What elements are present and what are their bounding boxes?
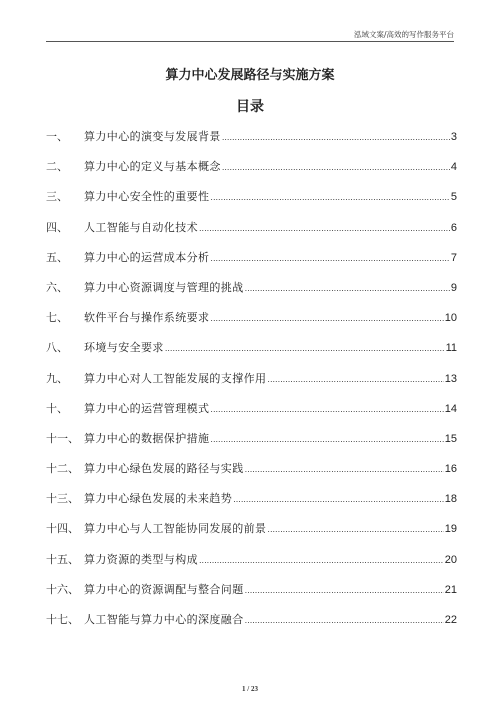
toc-entry-title: 人工智能与算力中心的深度融合 — [84, 613, 244, 626]
toc-entry-title: 算力资源的类型与构成 — [84, 552, 198, 566]
toc-entry-title: 算力中心绿色发展的未来趋势 — [84, 492, 233, 506]
toc-entry-title: 算力中心的资源调配与整合问题 — [84, 582, 244, 596]
toc-entry[interactable] — [46, 369, 457, 399]
toc-entry-number: 四、 — [46, 220, 68, 234]
toc-entry[interactable] — [46, 459, 457, 489]
toc-entry-number: 十六、 — [46, 582, 79, 596]
toc-entry-title: 算力中心的运营成本分析 — [84, 250, 210, 264]
toc-dot-leader — [210, 188, 449, 208]
toc-entry[interactable] — [46, 580, 457, 610]
page-indicator: 1 / 23 — [242, 685, 258, 693]
toc-entry-number: 三、 — [46, 190, 68, 204]
toc-entry-page-number: 18 — [444, 493, 457, 506]
toc-entry-page-number: 14 — [444, 402, 457, 415]
toc-entry-page-number: 9 — [450, 281, 457, 294]
toc-entry-page-number: 15 — [444, 432, 457, 445]
toc-entry-page-number: 22 — [444, 614, 457, 626]
table-of-contents — [46, 127, 457, 640]
toc-entry[interactable] — [46, 610, 457, 640]
toc-entry-page-number: 4 — [450, 161, 457, 174]
toc-entry[interactable] — [46, 429, 457, 459]
toc-entry-title: 算力中心的演变与发展背景 — [84, 130, 221, 143]
toc-entry-number: 十一、 — [46, 431, 79, 445]
toc-entry-page-number: 19 — [444, 523, 457, 536]
toc-dot-leader — [267, 520, 443, 540]
toc-dot-leader — [245, 581, 444, 601]
toc-entry[interactable] — [46, 218, 457, 248]
toc-entry-title: 算力中心对人工智能发展的支撑作用 — [84, 371, 267, 385]
toc-dot-leader — [267, 370, 443, 390]
toc-entry-title: 算力中心资源调度与管理的挑战 — [84, 280, 244, 294]
toc-entry-page-number: 21 — [444, 583, 457, 596]
toc-entry-number: 九、 — [46, 371, 68, 385]
toc-entry[interactable] — [46, 127, 457, 157]
toc-entry-title: 算力中心的定义与基本概念 — [84, 160, 221, 174]
toc-dot-leader — [199, 219, 450, 239]
toc-dot-leader — [245, 611, 444, 631]
toc-entry-title: 算力中心的运营管理模式 — [84, 401, 210, 415]
toc-entry-page-number: 5 — [450, 191, 457, 204]
toc-entry-number: 一、 — [46, 130, 68, 143]
toc-dot-leader — [245, 460, 444, 480]
toc-entry[interactable] — [46, 278, 457, 308]
toc-entry-page-number: 10 — [444, 312, 457, 325]
toc-entry[interactable] — [46, 157, 457, 187]
toc-entry[interactable] — [46, 519, 457, 549]
toc-entry-title: 算力中心绿色发展的路径与实践 — [84, 462, 244, 476]
toc-entry-title: 算力中心的数据保护措施 — [84, 431, 210, 445]
toc-entry-title: 算力中心安全性的重要性 — [84, 190, 210, 204]
toc-entry-page-number: 11 — [445, 342, 457, 355]
toc-entry-number: 五、 — [46, 250, 68, 264]
toc-entry-number: 十、 — [46, 401, 68, 415]
toc-dot-leader — [210, 249, 449, 269]
toc-entry[interactable] — [46, 550, 457, 580]
toc-entry-number: 六、 — [46, 280, 68, 294]
toc-entry-title: 人工智能与自动化技术 — [84, 220, 198, 234]
toc-dot-leader — [222, 128, 450, 148]
toc-entry-number: 十五、 — [46, 552, 79, 566]
header-divider — [46, 41, 454, 42]
toc-entry-page-number: 3 — [450, 131, 457, 143]
toc-entry-number: 七、 — [46, 311, 68, 325]
toc-dot-leader — [165, 339, 445, 359]
toc-dot-leader — [210, 309, 443, 329]
toc-entry-title: 算力中心与人工智能协同发展的前景 — [84, 522, 267, 536]
document-title: 算力中心发展路径与实施方案 — [165, 68, 335, 83]
toc-dot-leader — [245, 279, 450, 299]
toc-entry[interactable] — [46, 248, 457, 278]
toc-entry-page-number: 20 — [444, 553, 457, 566]
toc-dot-leader — [199, 551, 444, 571]
toc-dot-leader — [210, 400, 443, 420]
toc-entry-number: 十二、 — [46, 462, 79, 476]
toc-entry-page-number: 13 — [444, 372, 457, 385]
toc-entry-page-number: 6 — [450, 221, 457, 234]
toc-entry-page-number: 7 — [450, 251, 457, 264]
toc-entry-page-number: 16 — [444, 463, 457, 476]
toc-entry-title: 软件平台与操作系统要求 — [84, 311, 210, 325]
toc-entry[interactable] — [46, 399, 457, 429]
toc-entry[interactable] — [46, 489, 457, 519]
toc-entry-number: 二、 — [46, 160, 68, 174]
toc-dot-leader — [233, 490, 444, 510]
toc-dot-leader — [222, 158, 450, 178]
toc-dot-leader — [210, 430, 443, 450]
toc-entry-number: 八、 — [46, 341, 68, 355]
toc-entry-number: 十四、 — [46, 522, 79, 536]
toc-entry-number: 十三、 — [46, 492, 79, 506]
toc-heading: 目录 — [236, 99, 264, 115]
toc-entry-title: 环境与安全要求 — [84, 341, 164, 355]
toc-entry[interactable] — [46, 338, 457, 368]
toc-entry[interactable] — [46, 308, 457, 338]
header-text: 泓域文案/高效的写作服务平台 — [353, 30, 454, 39]
toc-entry[interactable] — [46, 187, 457, 217]
toc-entry-number: 十七、 — [46, 613, 79, 626]
